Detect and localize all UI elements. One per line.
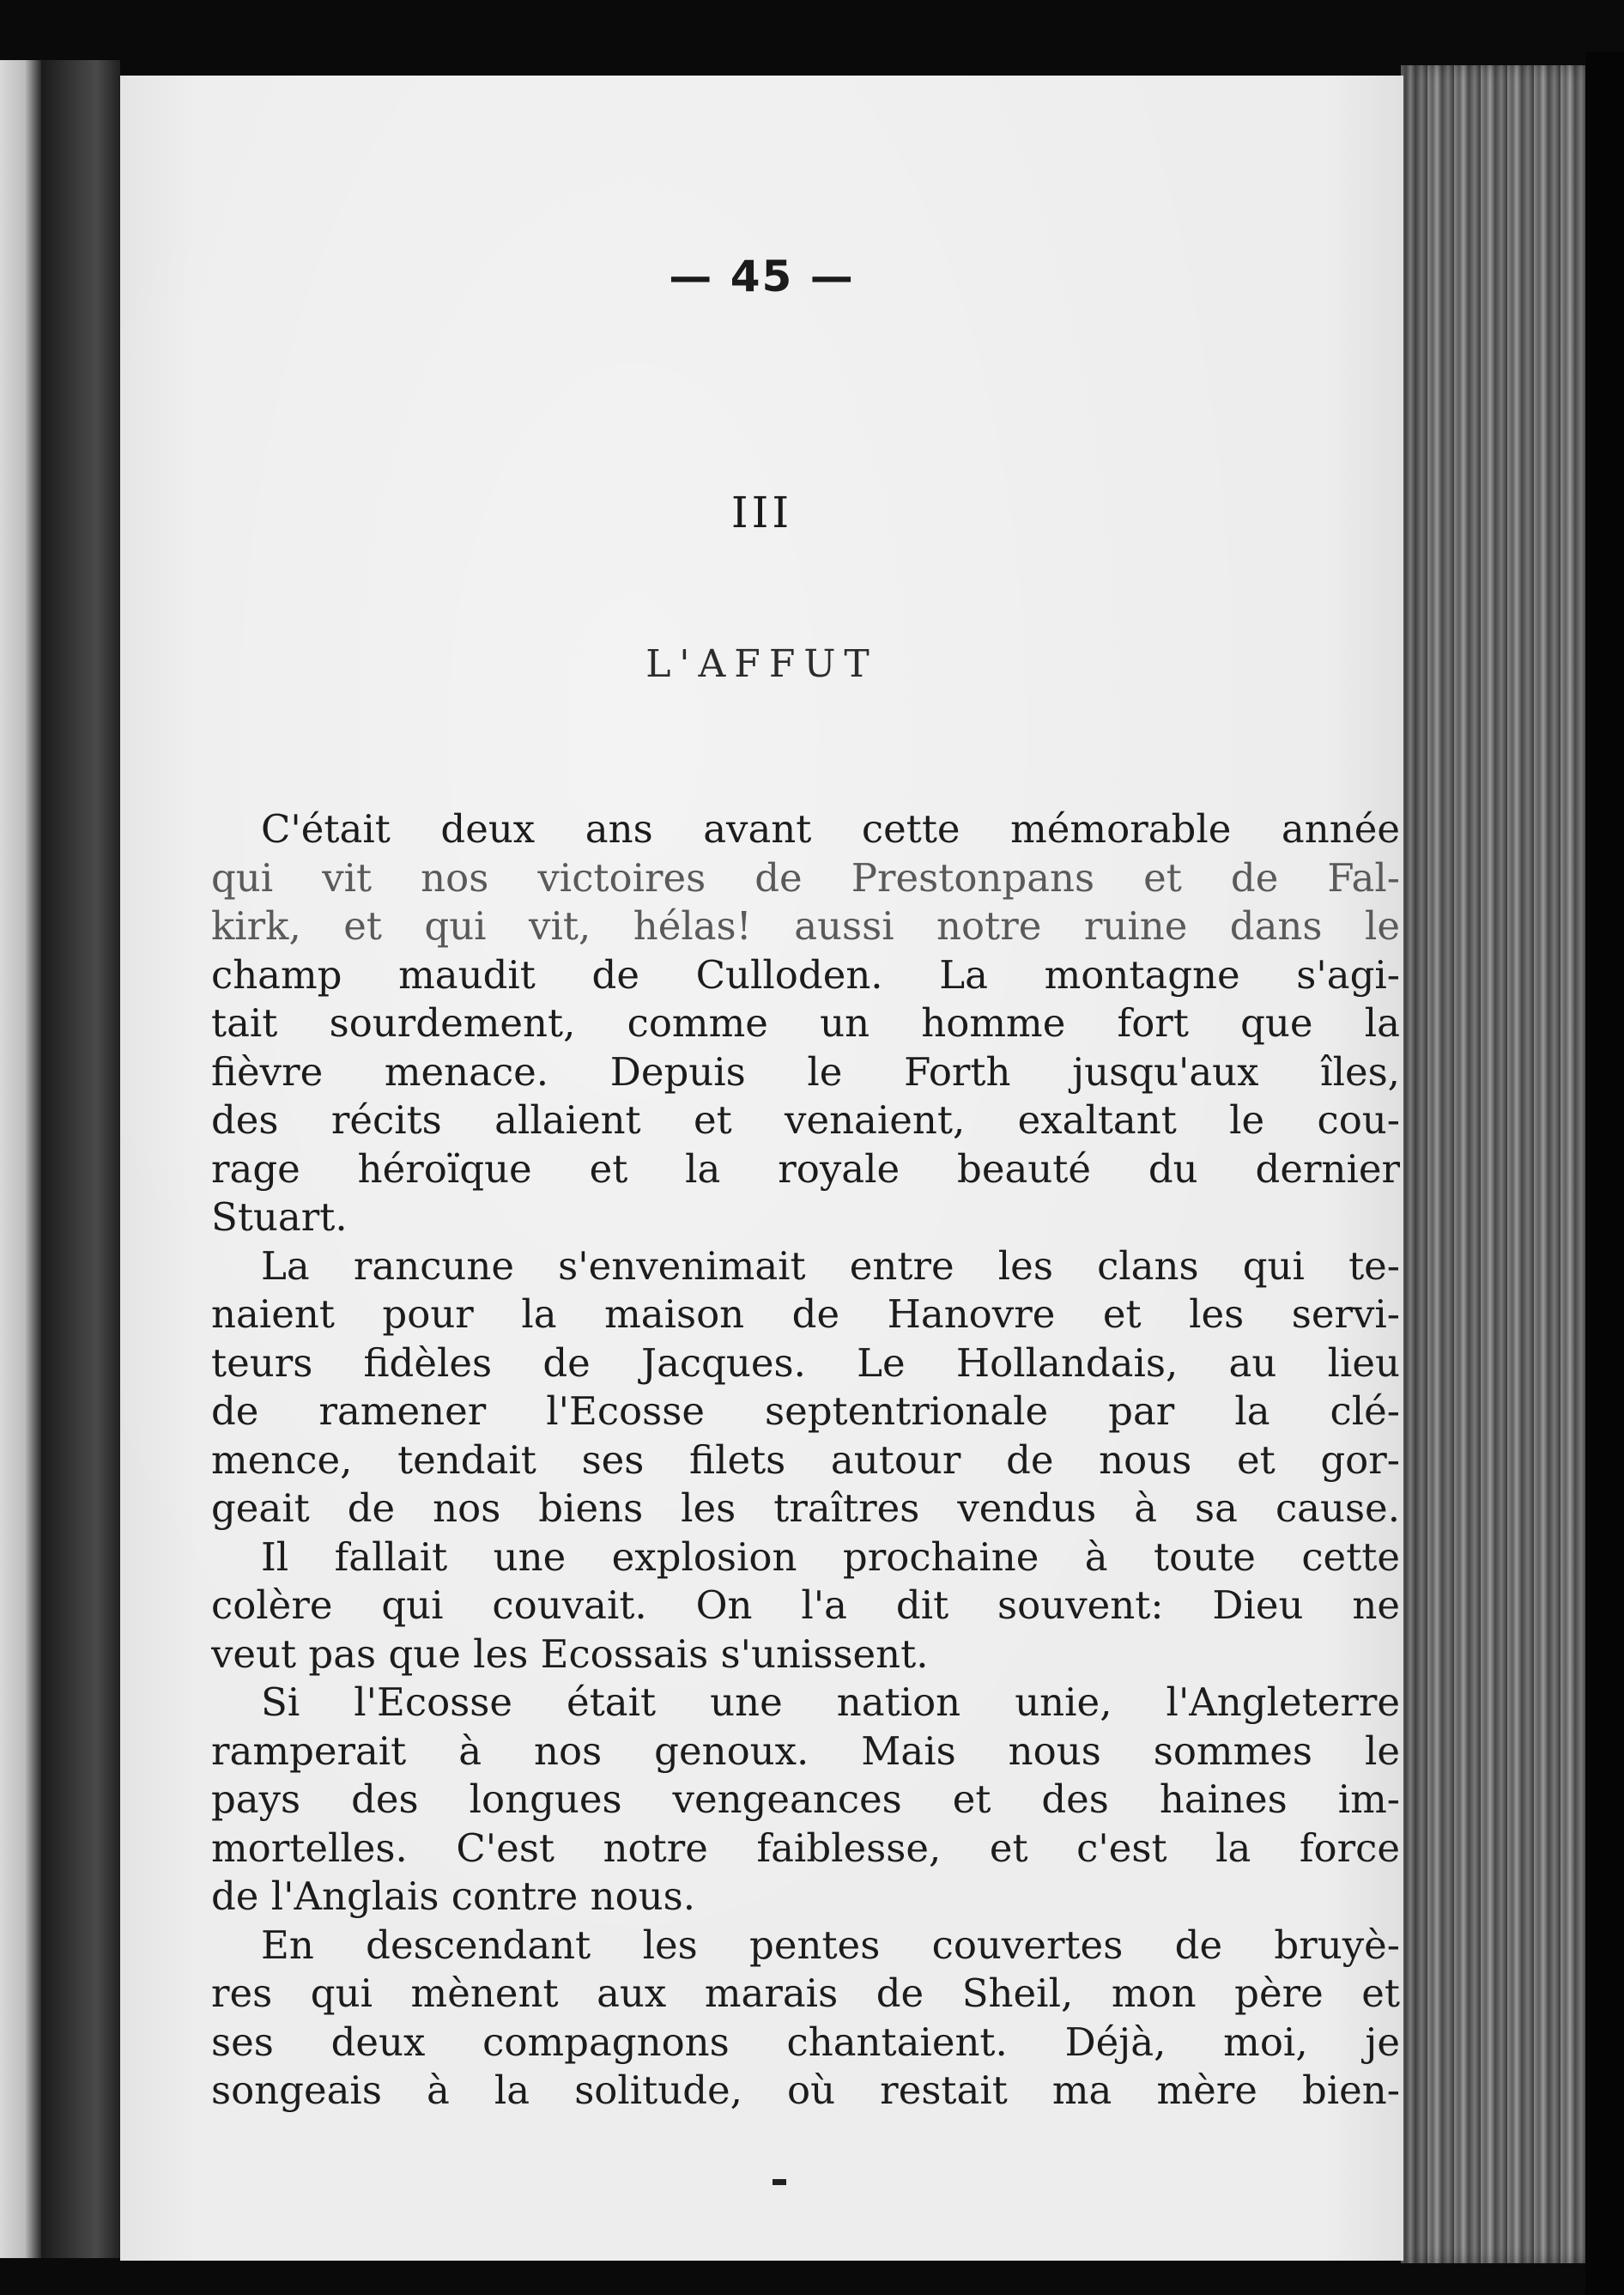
- scan-background: [1585, 52, 1624, 2295]
- text-line: Il fallait une explosion prochaine à toute cette: [261, 1533, 1400, 1580]
- text-line: naient pour la maison de Hanovre et les servi-: [211, 1291, 1400, 1337]
- book-binding-shadow: [41, 60, 120, 2258]
- text-line: mortelles. C'est notre faiblesse, et c'est la force: [211, 1824, 1400, 1871]
- page-stack-edge: [1401, 65, 1585, 2263]
- text-line: tait sourdement, comme un homme fort que la: [211, 1000, 1400, 1046]
- text-line: kirk, et qui vit, hélas! aussi notre ruine dans le: [211, 903, 1400, 949]
- text-line: colère qui couvait. On l'a dit souvent: Dieu ne: [211, 1582, 1400, 1628]
- chapter-title: L'AFFUT: [645, 642, 878, 686]
- text-line: ramperait à nos genoux. Mais nous sommes le: [211, 1727, 1400, 1774]
- book-page: [120, 76, 1403, 2261]
- text-line: teurs fidèles de Jacques. Le Hollandais, au lieu: [211, 1339, 1400, 1386]
- page-number: — 45 —: [669, 252, 855, 301]
- text-line: Si l'Ecosse était une nation unie, l'Angleterre: [261, 1679, 1400, 1725]
- text-line: rage héroïque et la royale beauté du dernier: [211, 1145, 1400, 1192]
- text-line: veut pas que les Ecossais s'unissent.: [211, 1630, 929, 1677]
- text-line: fièvre menace. Depuis le Forth jusqu'aux îles,: [211, 1048, 1400, 1095]
- text-line: Stuart.: [211, 1194, 348, 1240]
- text-line: songeais à la solitude, où restait ma mère bien-: [211, 2067, 1400, 2113]
- text-line: res qui mènent aux marais de Sheil, mon père et: [211, 1970, 1400, 2016]
- text-line: qui vit nos victoires de Prestonpans et de Fal-: [211, 854, 1400, 901]
- adjacent-page-edge: [0, 60, 41, 2258]
- body-text: [211, 805, 1400, 2116]
- text-line: En descendant les pentes couvertes de bruyè-: [261, 1922, 1400, 1968]
- ink-mark: [773, 2179, 786, 2185]
- text-line: de l'Anglais contre nous.: [211, 1873, 696, 1919]
- text-line: pays des longues vengeances et des haines im-: [211, 1776, 1400, 1822]
- text-line: champ maudit de Culloden. La montagne s'agi-: [211, 951, 1400, 998]
- text-line: de ramener l'Ecosse septentrionale par la clé-: [211, 1388, 1400, 1434]
- text-line: geait de nos biens les traîtres vendus à sa cause.: [211, 1485, 1400, 1531]
- text-line: C'était deux ans avant cette mémorable année: [261, 806, 1400, 852]
- text-line: ses deux compagnons chantaient. Déjà, moi, je: [211, 2019, 1400, 2065]
- text-line: La rancune s'envenimait entre les clans qui te-: [261, 1242, 1400, 1289]
- chapter-number: III: [730, 488, 793, 537]
- text-line: mence, tendait ses filets autour de nous et gor-: [211, 1436, 1400, 1483]
- text-line: des récits allaient et venaient, exaltant le cou-: [211, 1097, 1400, 1143]
